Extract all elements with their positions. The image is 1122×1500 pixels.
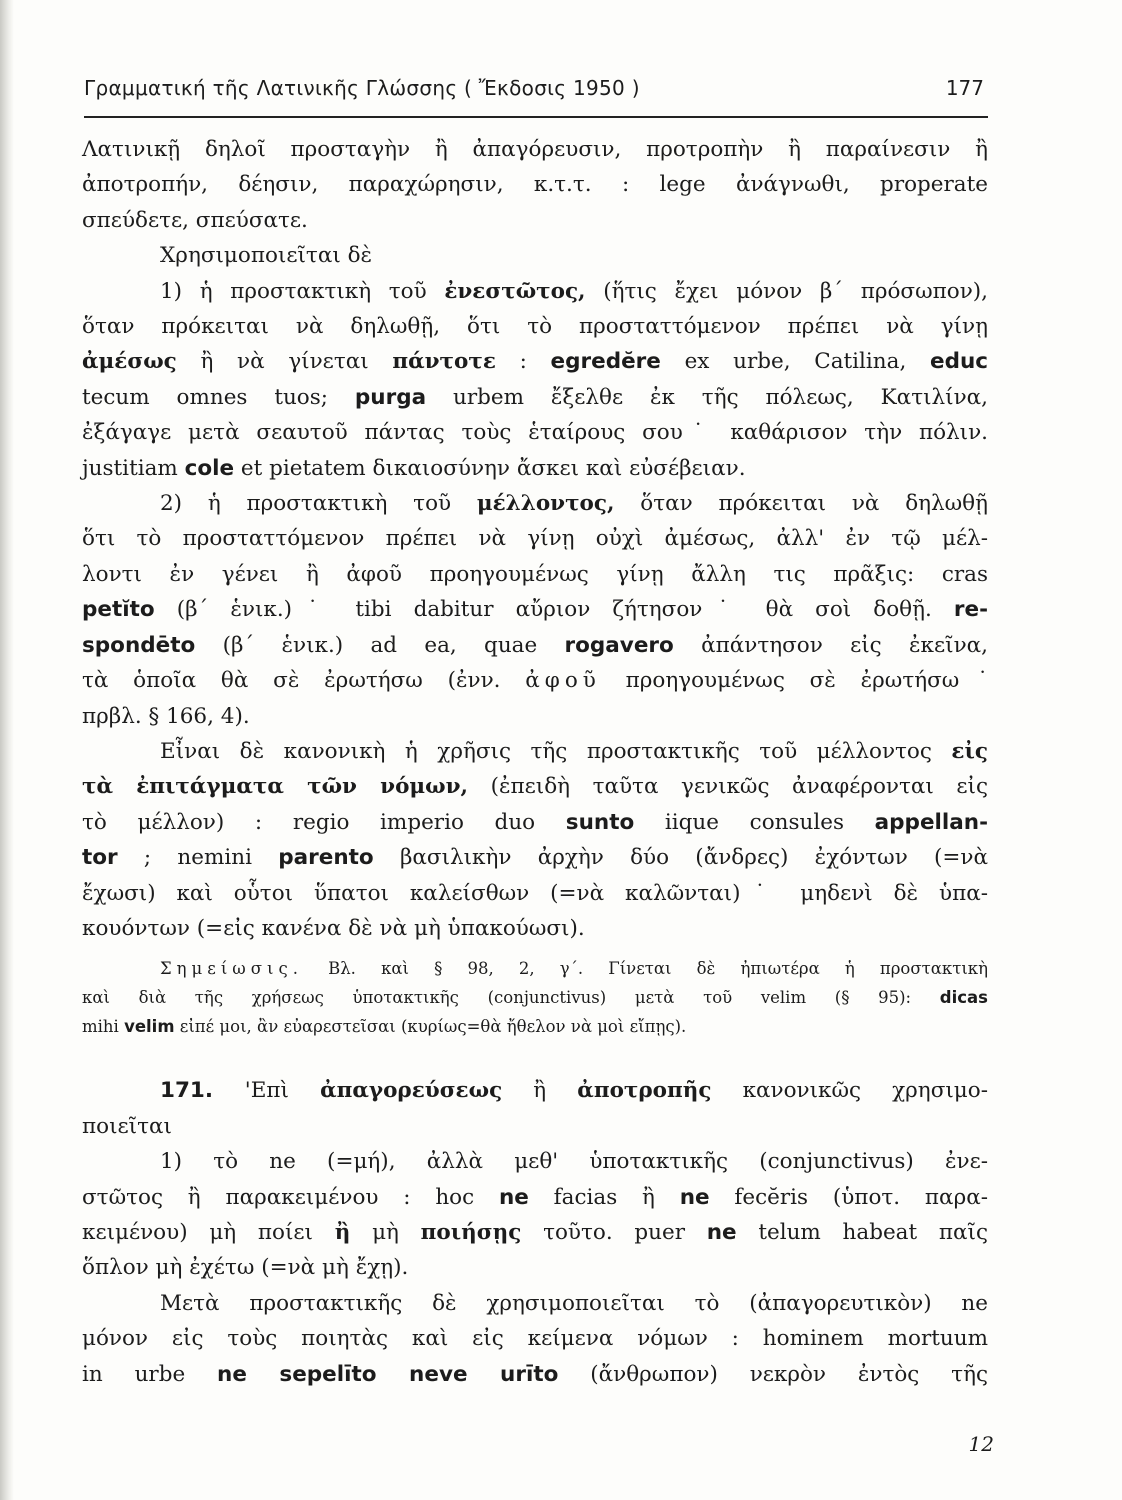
body-text bbox=[82, 132, 988, 1392]
text-line: tor ; nemini parento βασιλικὴν ἀρχὴν δύο (ἄνδρες) ἐχόντων (=νὰ bbox=[82, 845, 989, 871]
text-line: ἀμέσως ἢ νὰ γίνεται πάντοτε : egredĕre ex urbe, Catilina, educ bbox=[82, 349, 989, 375]
text-line: tecum omnes tuos; purga urbem ἔξελθε ἐκ τῆς πόλεως, Κατιλίνα, bbox=[82, 384, 988, 410]
text-line: ἔχωσι) καὶ οὗτοι ὕπατοι καλείσθων (=νὰ καλῶνται)˙ μηδενὶ δὲ ὑπα- bbox=[82, 880, 988, 906]
section-heading-line: 171. 'Επὶ ἀπαγορεύσεως ἢ ἀποτροπῆς κανονικῶς χρησιμο- bbox=[160, 1078, 988, 1104]
text-line: σπεύδετε, σπεύσατε. bbox=[82, 207, 308, 233]
text-line: ὅτι τὸ προσταττόμενον πρέπει νὰ γίνῃ οὐχὶ ἀμέσως, ἀλλ' ἐν τῷ μέλ- bbox=[82, 526, 988, 552]
text-line: τὰ ὁποῖα θὰ σὲ ἐρωτήσω (ἐνν. ἀφοῦ προηγουμένως σὲ ἐρωτήσω˙ bbox=[82, 668, 988, 694]
text-line: Εἶναι δὲ κανονικὴ ἡ χρῆσις τῆς προστακτικῆς τοῦ μέλλοντος εἰς bbox=[160, 738, 988, 764]
text-line: 1) τὸ ne (=μή), ἀλλὰ μεθ' ὑποτακτικῆς (conjunctivus) ἐνε- bbox=[160, 1149, 988, 1175]
text-line: Χρησιμοποιεῖται δὲ bbox=[160, 243, 373, 269]
text-line: 1) ἡ προστακτικὴ τοῦ ἐνεστῶτος, (ἥτις ἔχει μόνον β΄ πρόσωπον), bbox=[160, 278, 988, 304]
section-171 bbox=[82, 1073, 988, 1392]
text-line: Μετὰ προστακτικῆς δὲ χρησιμοποιεῖται τὸ (ἀπαγορευτικὸν) ne bbox=[160, 1290, 988, 1316]
text-line: ἀποτροπήν, δέησιν, παραχώρησιν, κ.τ.τ. : lege ἀνάγνωθι, properate bbox=[82, 172, 988, 198]
text-line: κουόντων (=εἰς κανένα δὲ νὰ μὴ ὑπακούωσι). bbox=[82, 915, 585, 941]
text-line: ὅπλον μὴ ἐχέτω (=νὰ μὴ ἔχῃ). bbox=[82, 1255, 409, 1281]
text-line: μόνον εἰς τοὺς ποιητὰς καὶ εἰς κείμενα νόμων : hominem mortuum bbox=[82, 1326, 988, 1352]
text-line: τὰ ἐπιτάγματα τῶν νόμων, (ἐπειδὴ ταῦτα γενικῶς ἀναφέρονται εἰς bbox=[82, 774, 988, 800]
binding-gutter bbox=[0, 0, 14, 1500]
signature-mark: 12 bbox=[968, 1432, 994, 1456]
text-line: ποιεῖται bbox=[82, 1113, 172, 1139]
running-header bbox=[84, 76, 988, 118]
note-line: καὶ διὰ τῆς χρήσεως ὑποτακτικῆς (conjunctivus) μετὰ τοῦ velim (§ 95): dicas bbox=[82, 988, 988, 1008]
text-line: 2) ἡ προστακτικὴ τοῦ μέλλοντος, ὅταν πρόκειται νὰ δηλωθῇ bbox=[160, 491, 988, 517]
text-line: Λατινικῇ δηλοῖ προσταγὴν ἢ ἀπαγόρευσιν, προτροπὴν ἢ παραίνεσιν ἢ bbox=[82, 137, 988, 162]
text-line: spondēto (β΄ ἑνικ.) ad ea, quae rogavero ἀπάντησον εἰς ἐκεῖνα, bbox=[82, 632, 988, 658]
text-line: in urbe ne sepelīto neve urīto (ἄνθρωπον) νεκρὸν ἐντὸς τῆς bbox=[82, 1361, 988, 1387]
note-line: Σημείωσις. Βλ. καὶ § 98, 2, γ΄. Γίνεται δὲ ἠπιωτέρα ἡ προστακτικὴ bbox=[160, 959, 988, 979]
text-line: justitiam cole et pietatem δικαιοσύνην ἄσκει καὶ εὐσέβειαν. bbox=[82, 455, 746, 481]
text-line: κειμένου) μὴ ποίει ἢ μὴ ποιήσῃς τοῦτο. puer ne telum habeat παῖς bbox=[82, 1219, 988, 1245]
note-line: mihi velim εἰπέ μοι, ἂν εὐαρεστεῖσαι (κυρίως=θὰ ἤθελον νὰ μοὶ εἴπῃς). bbox=[82, 1017, 687, 1037]
page-number: 177 bbox=[945, 76, 984, 100]
header-title: Γραμματική τῆς Λατινικῆς Γλώσσης ( Ἔκδοσις 1950 ) bbox=[84, 76, 640, 100]
text-line: ὅταν πρόκειται νὰ δηλωθῇ, ὅτι τὸ προσταττόμενον πρέπει νὰ γίνῃ bbox=[82, 314, 988, 340]
text-line: ἐξάγαγε μετὰ σεαυτοῦ πάντας τοὺς ἑταίρους σου˙ καθάρισον τὴν πόλιν. bbox=[82, 420, 988, 446]
text-line: στῶτος ἢ παρακειμένου : hoc ne facias ἢ ne fecĕris (ὑποτ. παρα- bbox=[82, 1184, 988, 1210]
note-block bbox=[82, 954, 988, 1041]
text-line: τὸ μέλλον) : regio imperio duo sunto iique consules appellan- bbox=[82, 809, 989, 835]
text-line: λοντι ἐν γένει ἢ ἀφοῦ προηγουμένως γίνῃ ἄλλη τις πρᾶξις: cras bbox=[82, 561, 988, 587]
text-line: πρβλ. § 166, 4). bbox=[82, 703, 250, 729]
text-line: petĭto (β΄ ἑνικ.)˙ tibi dabitur αὔριον ζήτησον˙ θὰ σοὶ δοθῇ. re- bbox=[82, 597, 988, 623]
